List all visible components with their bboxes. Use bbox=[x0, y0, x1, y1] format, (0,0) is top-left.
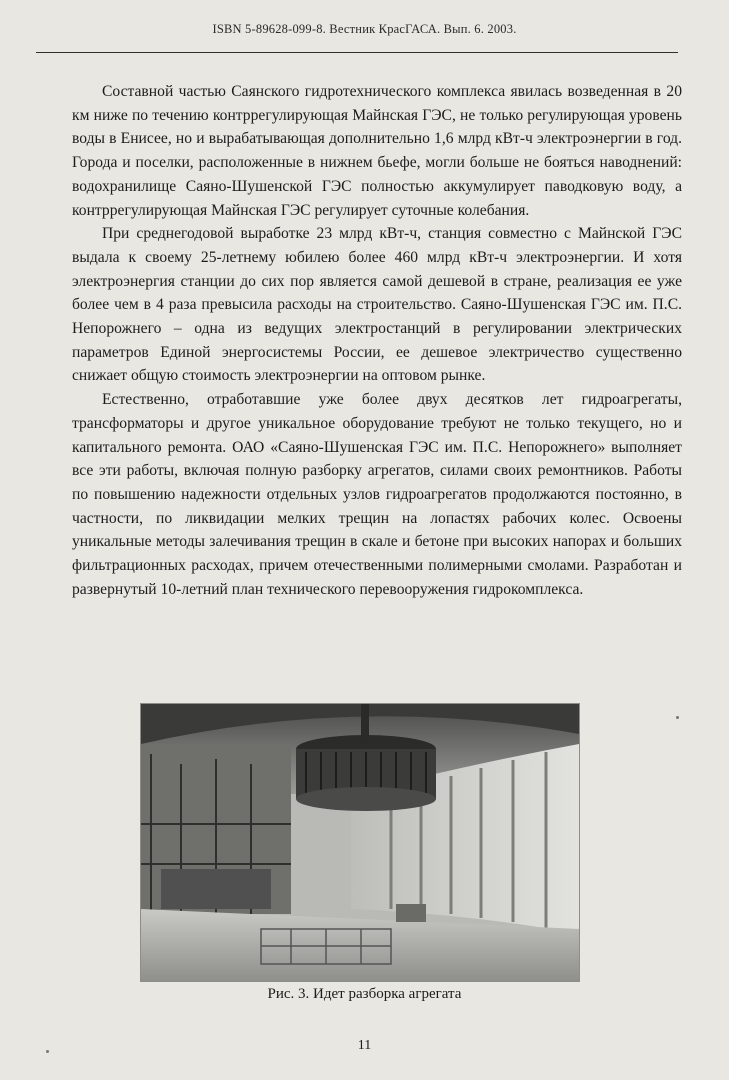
scan-speck bbox=[676, 716, 679, 719]
page-number: 11 bbox=[357, 1038, 372, 1053]
figure-caption: Рис. 3. Идет разборка агрегата bbox=[267, 986, 462, 1002]
running-header: ISBN 5-89628-099-8. Вестник КрасГАСА. Вып. 6. 2003. bbox=[212, 22, 517, 36]
paragraph-3: Естественно, отработавшие уже более двух десятков лет гидроагрегаты, трансформаторы и другое уникальное оборудование требуют не только текущего, но и капитального ремонта. ОАО «Саяно-Шушенская ГЭС им. П.С. Непорожнего» выполняет все эти работы, включая полную разборку агрегатов, силами своих ремонтников. Работы по повышению надежности отдельных узлов гидроагрегатов продолжаются постоянно, в частности, по ликвидации мелких трещин на лопастях рабочих колес. Освоены уникальные методы залечивания трещин в скале и бетоне при высоких напорах и больших фильтрационных расходах, причем отечественными полимерными смолами. Разработан и развернутый 10-летний план технического перевооружения гидрокомплекса. bbox=[72, 391, 682, 598]
header-rule bbox=[36, 52, 678, 53]
scan-speck bbox=[46, 1050, 49, 1053]
figure-photo bbox=[140, 703, 580, 982]
turbine-hall-photo bbox=[141, 704, 579, 981]
paragraph-1: Составной частью Саянского гидротехнического комплекса явилась возведенная в 20 км ниже по течению контррегулирующая Майнская ГЭС, не только регулирующая уровень воды в Енисее, но и вырабатывающая дополнительно 1,6 млрд кВт-ч электроэнергии в год. Города и поселки, расположенные в нижнем бьефе, могли больше не бояться наводнений: водохранилище Саяно-Шушенской ГЭС полностью аккумулирует паводковую воду, а контррегулирующая Майнская ГЭС регулирует суточные колебания. bbox=[72, 83, 682, 219]
body-text bbox=[72, 80, 682, 601]
paragraph-2: При среднегодовой выработке 23 млрд кВт-ч, станция совместно с Майнской ГЭС выдала к своему 25-летнему юбилею более 460 млрд кВт-ч электроэнергии. И хотя электроэнергия станции до сих пор является самой дешевой в стране, реализация ее уже более чем в 4 раза превысила расходы на строительство. Саяно-Шушенская ГЭС им. П.С. Непорожнего – одна из ведущих электростанций в регулировании электрических параметров Единой энергосистемы России, ее дешевое электричество существенно снижает общую стоимость электроэнергии на оптовом рынке. bbox=[72, 225, 682, 385]
